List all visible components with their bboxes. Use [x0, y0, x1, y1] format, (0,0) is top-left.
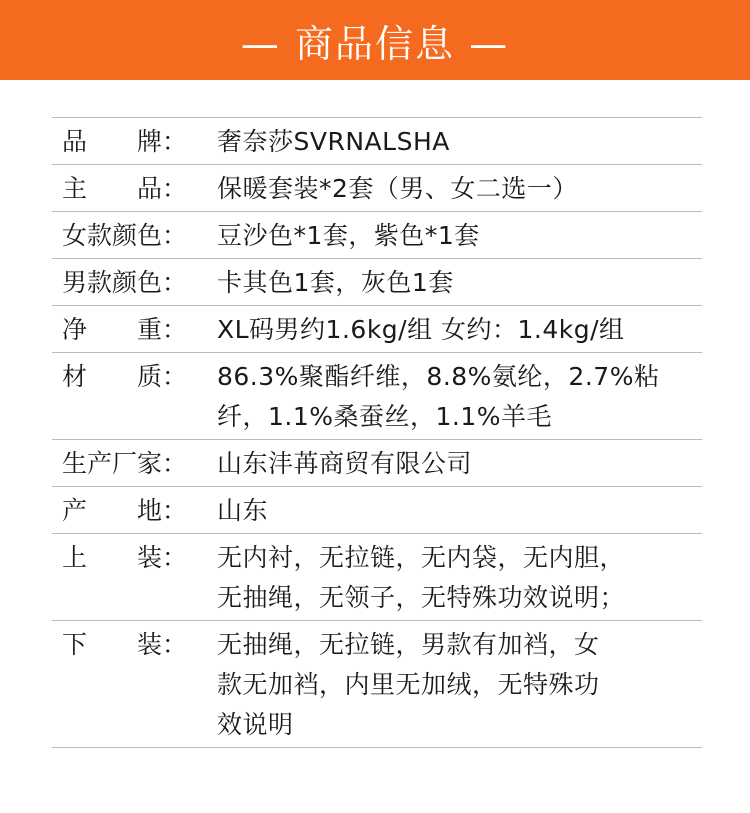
spec-line [52, 357, 702, 397]
spec-row [52, 165, 702, 212]
spec-row [52, 306, 702, 353]
spec-value: 奢奈莎SVRNALSHA [217, 127, 450, 156]
spec-value: 山东 [217, 496, 269, 525]
spec-line [52, 538, 702, 578]
spec-line [52, 578, 702, 618]
spec-row [52, 212, 702, 259]
spec-line [52, 665, 702, 705]
spec-row [52, 259, 702, 306]
spec-value: 效说明 [217, 710, 294, 739]
spec-value: 款无加裆，内里无加绒，无特殊功 [217, 670, 600, 699]
spec-line [52, 625, 702, 665]
spec-value: 无抽绳，无拉链，男款有加裆，女 [217, 630, 600, 659]
spec-row [52, 534, 702, 621]
spec-value: 豆沙色*1套，紫色*1套 [217, 221, 480, 250]
spec-value: 纤，1.1%桑蚕丝，1.1%羊毛 [217, 402, 553, 431]
spec-line [52, 705, 702, 745]
spec-line [52, 491, 702, 531]
spec-value: 无内衬，无拉链，无内袋，无内胆， [217, 543, 626, 572]
spec-row [52, 440, 702, 487]
spec-label: 产 地： [62, 496, 188, 525]
spec-value: 山东沣苒商贸有限公司 [217, 449, 473, 478]
spec-label: 净 重： [62, 315, 188, 344]
spec-line [52, 444, 702, 484]
spec-line [52, 310, 702, 350]
spec-line [52, 263, 702, 303]
spec-label: 男款颜色： [62, 268, 188, 297]
spec-line [52, 397, 702, 437]
spec-label: 材 质： [62, 362, 188, 391]
spec-value: 保暖套装*2套（男、女二选一） [217, 174, 578, 203]
spec-label: 下 装： [62, 630, 188, 659]
spec-row [52, 118, 702, 165]
spec-label: 主 品： [62, 174, 188, 203]
spec-row [52, 621, 702, 748]
page-title: — 商品信息 — [240, 21, 510, 66]
spec-line [52, 216, 702, 256]
spec-line [52, 122, 702, 162]
spec-label: 生产厂家： [62, 449, 188, 478]
spec-value: 86.3%聚酯纤维，8.8%氨纶，2.7%粘 [217, 362, 660, 391]
product-info-table [52, 117, 702, 748]
spec-value: XL码男约1.6kg/组 女约：1.4kg/组 [217, 315, 625, 344]
spec-value: 卡其色1套，灰色1套 [217, 268, 454, 297]
spec-line [52, 169, 702, 209]
spec-row [52, 487, 702, 534]
spec-value: 无抽绳，无领子，无特殊功效说明； [217, 583, 626, 612]
spec-label: 上 装： [62, 543, 188, 572]
spec-label: 女款颜色： [62, 221, 188, 250]
header-banner [0, 0, 750, 80]
spec-label: 品 牌： [62, 127, 188, 156]
spec-row [52, 353, 702, 440]
